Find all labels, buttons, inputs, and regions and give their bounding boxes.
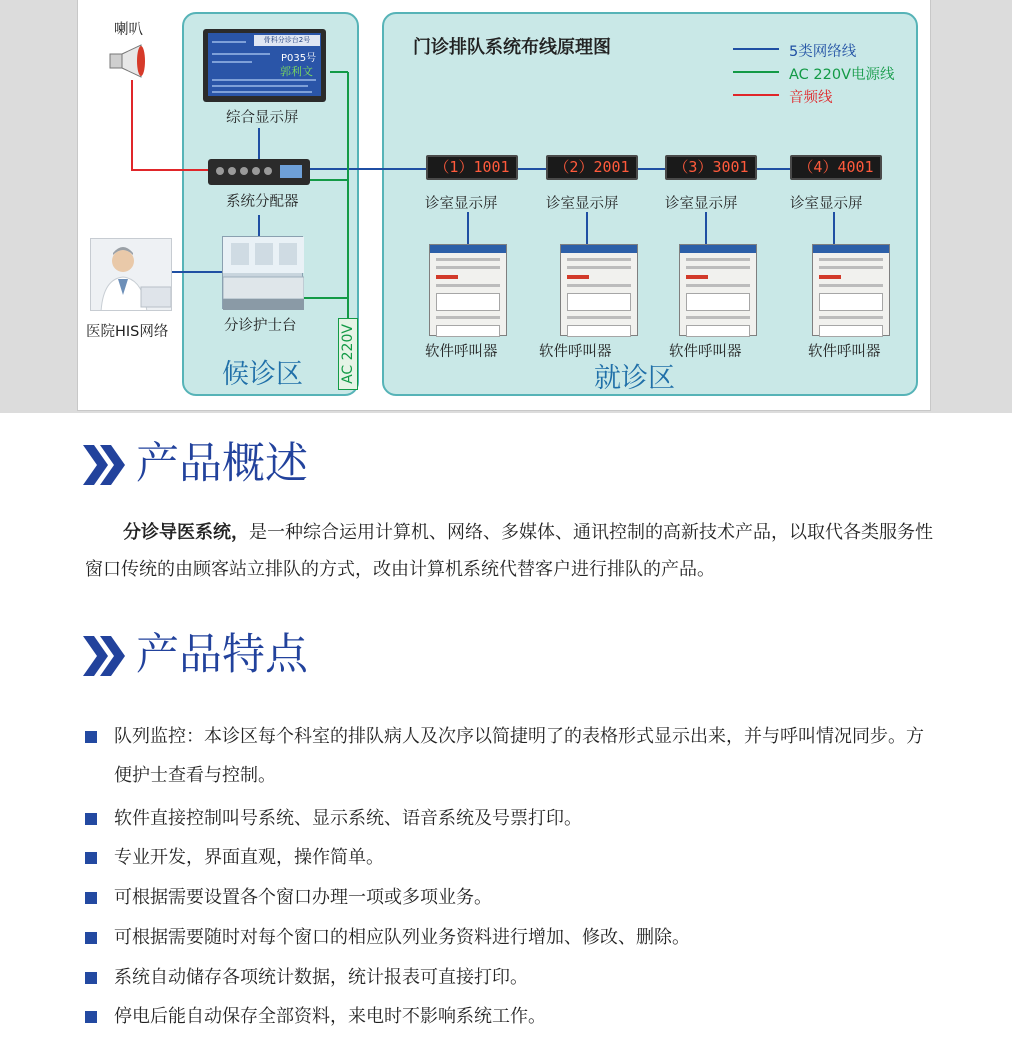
overview-text: 是一种综合运用计算机、网络、多媒体、通讯控制的高新技术产品，以取代各类服务性窗口传统的由顾客站立排队的方式，改由计算机系统代替客户进行排队的产品。 (85, 522, 933, 580)
main-display-header: 骨科分诊台2号 (254, 35, 320, 46)
square-bullet-icon (85, 972, 97, 984)
room-display-4: （4）4001 (790, 155, 882, 180)
power-label-box (338, 318, 358, 390)
feature-item (85, 717, 933, 795)
room-display-3: （3）3001 (665, 155, 757, 180)
waiting-zone-title: 候诊区 (222, 359, 303, 390)
room-display-label-3: 诊室显示屏 (665, 196, 738, 212)
speaker-icon (108, 43, 148, 79)
distributor-port (240, 167, 248, 175)
overview-paragraph (85, 514, 933, 588)
overview-title: 产品概述 (136, 439, 308, 489)
distributor-label: 系统分配器 (226, 194, 299, 210)
square-bullet-icon (85, 1011, 97, 1023)
features-title: 产品特点 (136, 630, 308, 680)
feature-item (85, 878, 933, 917)
feature-item (85, 918, 933, 957)
software-caller-4 (812, 244, 890, 336)
software-caller-1 (429, 244, 507, 336)
nurse-station-label: 分诊护士台 (224, 318, 297, 334)
software-caller-3 (679, 244, 757, 336)
room-display-1: （1）1001 (426, 155, 518, 180)
feature-text: 队列监控：本诊区每个科室的排队病人及次序以简捷明了的表格形式显示出来，并与呼叫情况同步。方便护士查看与控制。 (114, 726, 924, 786)
double-chevron-icon (83, 445, 127, 485)
distributor-port (252, 167, 260, 175)
feature-text: 可根据需要设置各个窗口办理一项或多项业务。 (114, 887, 492, 908)
main-display-line (212, 79, 316, 81)
distributor-port (216, 167, 224, 175)
overview-lead: 分诊导医系统， (123, 522, 249, 543)
room-display-label-2: 诊室显示屏 (546, 196, 619, 212)
diagram-band (0, 0, 1012, 413)
feature-text: 系统自动储存各项统计数据，统计报表可直接打印。 (114, 967, 528, 988)
square-bullet-icon (85, 892, 97, 904)
distributor-port (228, 167, 236, 175)
main-display-code: P035号 (281, 53, 317, 64)
feature-text: 软件直接控制叫号系统、显示系统、语音系统及号票打印。 (114, 808, 582, 829)
main-display-name: 郭利文 (280, 65, 313, 78)
nurse-station-image (222, 236, 303, 309)
square-bullet-icon (85, 731, 97, 743)
legend-audio: 音频线 (789, 90, 833, 106)
main-display-line (212, 41, 246, 43)
doctor-image (90, 238, 172, 311)
feature-item (85, 838, 933, 877)
main-display-line (212, 85, 308, 87)
software-caller-2 (560, 244, 638, 336)
main-display-line (212, 61, 252, 63)
software-caller-label-3: 软件呼叫器 (669, 344, 742, 360)
software-caller-label-2: 软件呼叫器 (539, 344, 612, 360)
software-caller-label-4: 软件呼叫器 (808, 344, 881, 360)
room-display-label-4: 诊室显示屏 (790, 196, 863, 212)
legend-network: 5类网络线 (789, 44, 857, 60)
system-distributor (208, 159, 310, 185)
feature-text: 可根据需要随时对每个窗口的相应队列业务资料进行增加、修改、删除。 (114, 927, 690, 948)
main-display-line (212, 53, 270, 55)
his-network-label: 医院HIS网络 (86, 324, 169, 340)
speaker-label: 喇叭 (114, 22, 143, 38)
double-chevron-icon (83, 636, 127, 676)
square-bullet-icon (85, 813, 97, 825)
feature-item (85, 958, 933, 997)
distributor-port (264, 167, 272, 175)
square-bullet-icon (85, 932, 97, 944)
consultation-zone-title: 就诊区 (594, 363, 675, 394)
power-label: AC 220V (340, 324, 356, 384)
feature-item (85, 799, 933, 838)
diagram-title: 门诊排队系统布线原理图 (413, 37, 611, 58)
feature-item (85, 997, 933, 1036)
distributor-led (280, 165, 302, 178)
room-display-label-1: 诊室显示屏 (425, 196, 498, 212)
main-display-line (212, 91, 312, 93)
feature-text: 专业开发，界面直观，操作简单。 (114, 847, 384, 868)
legend-power: AC 220V电源线 (789, 67, 895, 83)
software-caller-label-1: 软件呼叫器 (425, 344, 498, 360)
room-display-2: （2）2001 (546, 155, 638, 180)
square-bullet-icon (85, 852, 97, 864)
audio-line (132, 80, 208, 170)
feature-text: 停电后能自动保存全部资料，来电时不影响系统工作。 (114, 1006, 546, 1027)
main-display-content (208, 33, 321, 96)
main-display-screen (203, 29, 326, 102)
main-display-label: 综合显示屏 (226, 110, 299, 126)
